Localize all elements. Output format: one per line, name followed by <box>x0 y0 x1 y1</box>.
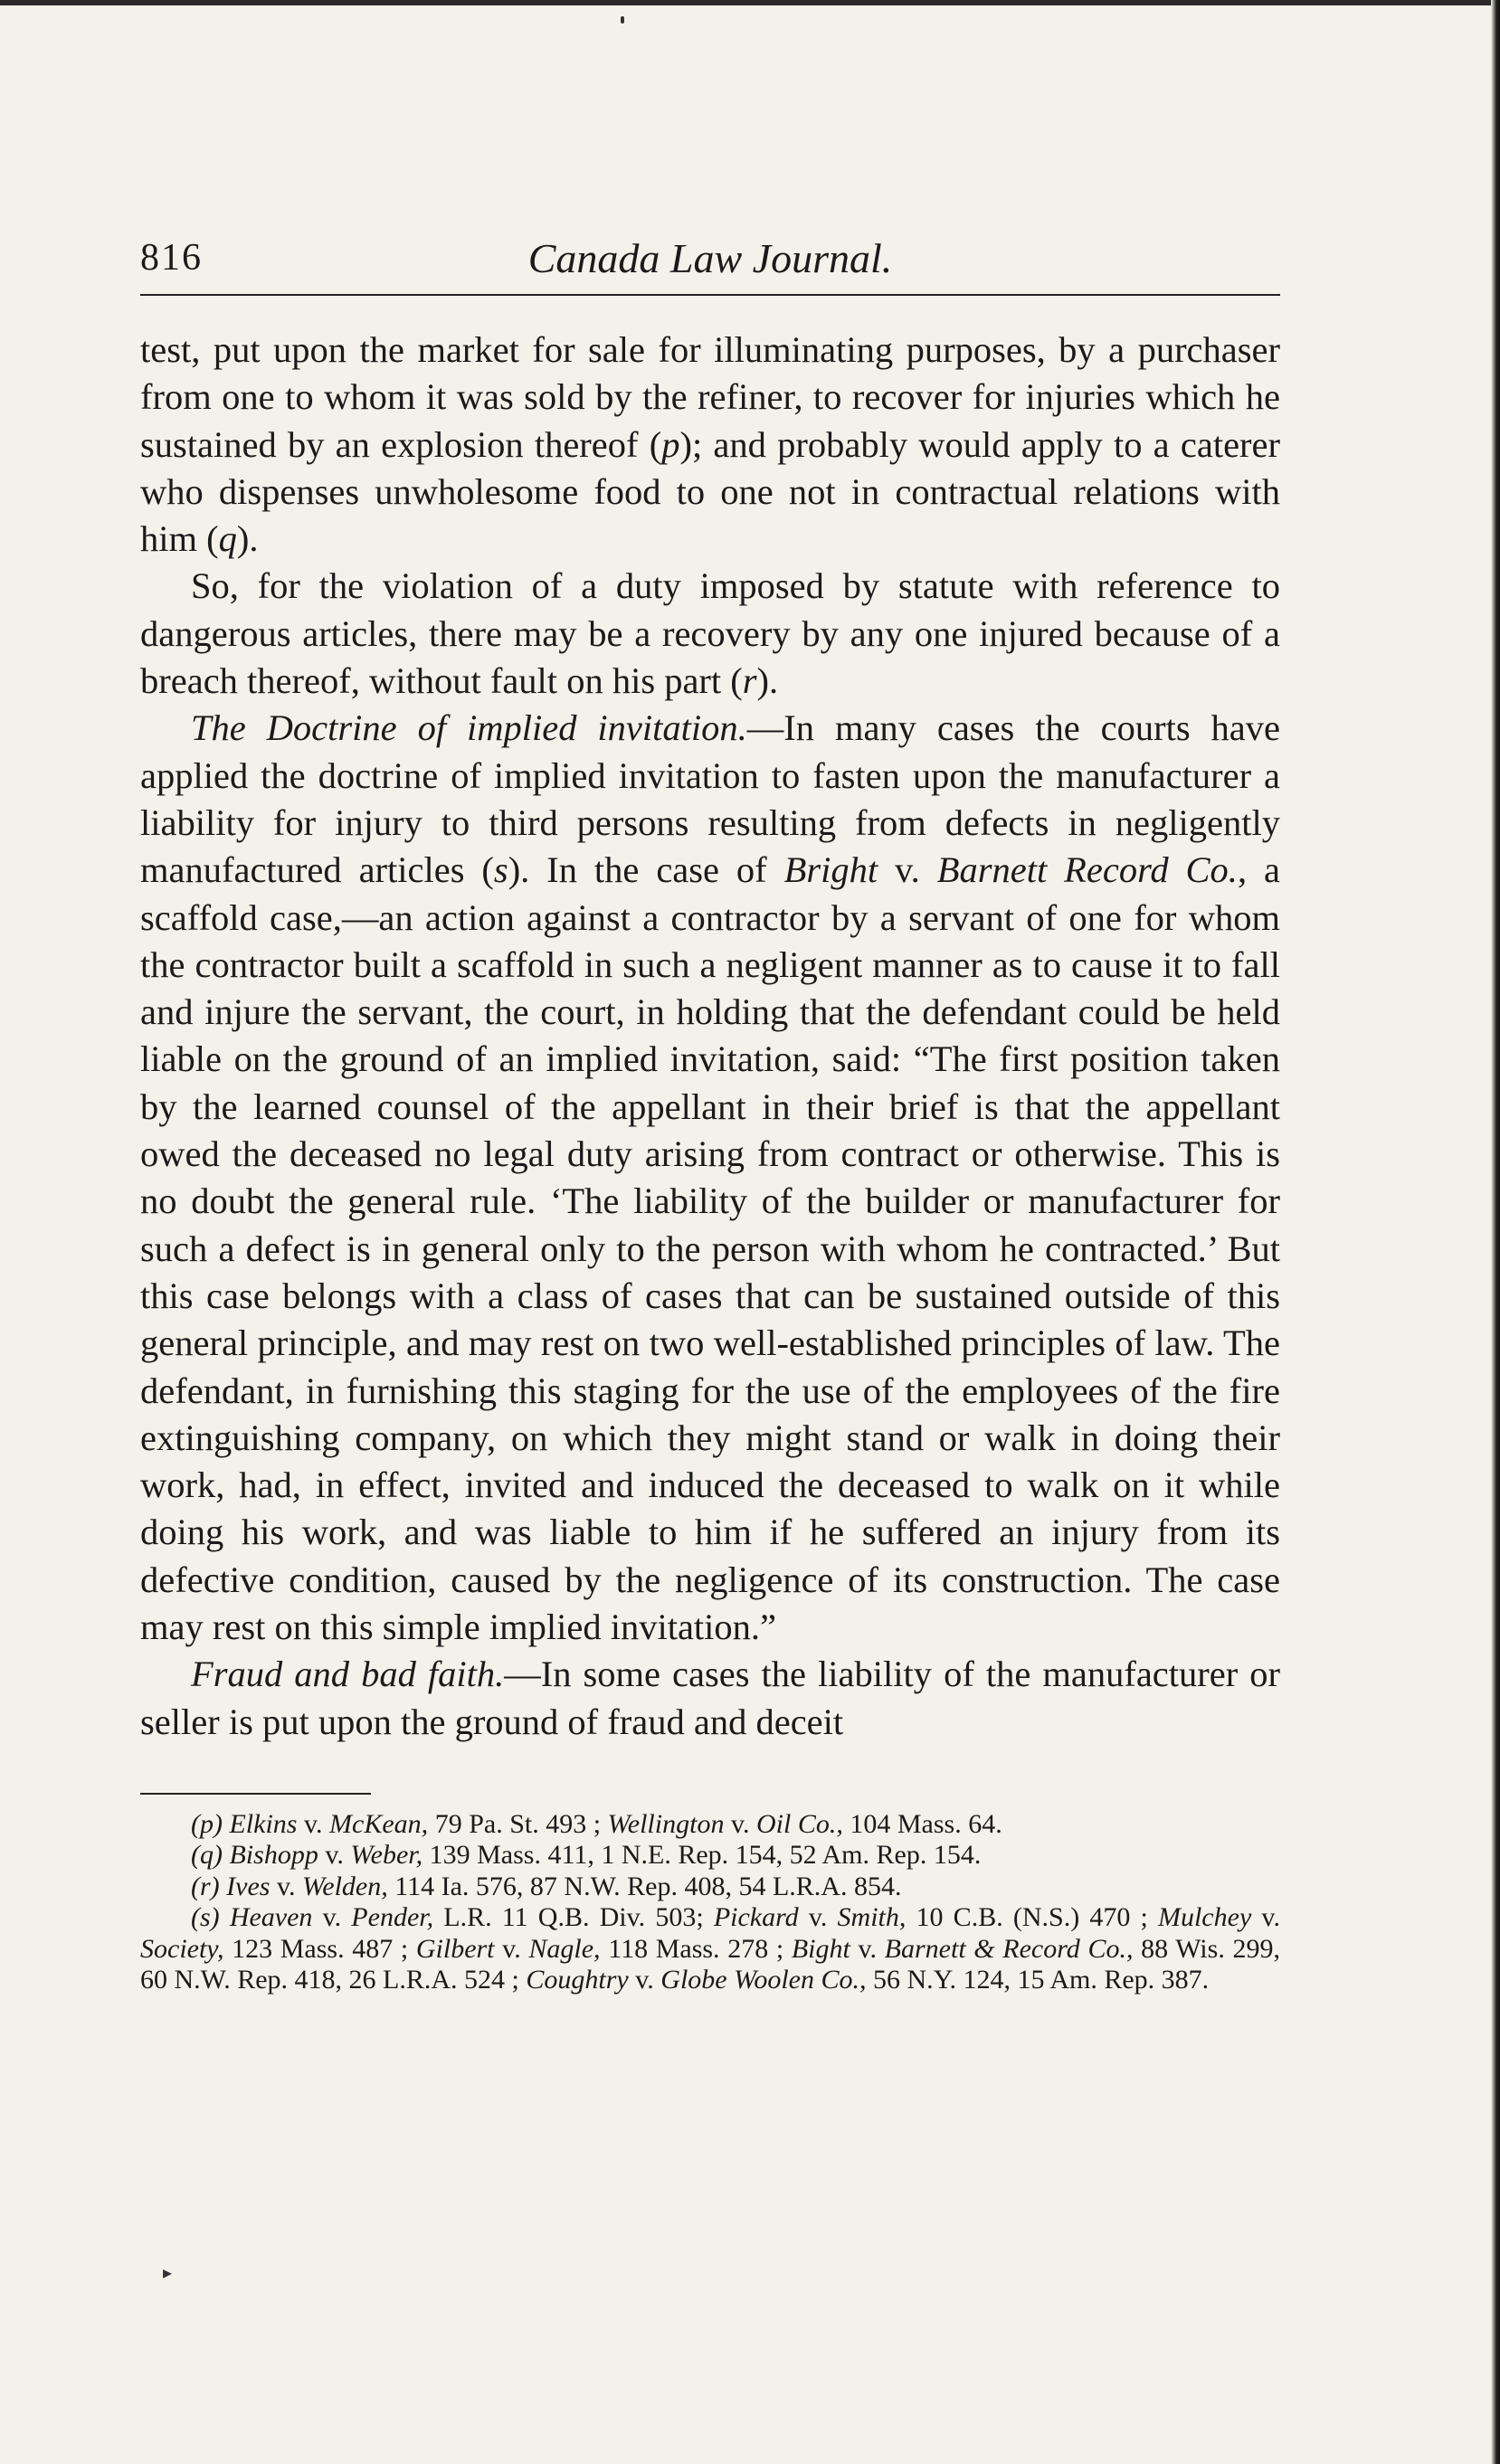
text-run: v. <box>494 1933 529 1964</box>
case-name: Oil Co., <box>756 1808 843 1839</box>
footnote-mark: (p) <box>191 1808 223 1839</box>
journal-title: Canada Law Journal. <box>527 235 893 281</box>
paragraph-4 <box>140 1651 1280 1746</box>
footnotes <box>140 1809 1280 1996</box>
text-run: v. <box>1251 1902 1280 1933</box>
section-heading: Fraud and bad faith. <box>191 1654 505 1695</box>
case-name: Elkins <box>229 1808 298 1839</box>
footnote-p <box>140 1809 1280 1841</box>
footnote-ref-r: r <box>742 660 757 702</box>
text-run: ). <box>756 660 779 702</box>
text-run: v. <box>318 1840 351 1871</box>
case-name: Nagle, <box>528 1933 601 1964</box>
text-run: v. <box>628 1965 661 1995</box>
case-name: Mulchey <box>1157 1902 1252 1933</box>
running-header <box>140 231 1280 296</box>
page-right-edge <box>1491 0 1500 2464</box>
case-name: Ives <box>226 1871 271 1901</box>
case-name: Coughtry <box>526 1965 629 1995</box>
scan-speck <box>621 16 624 24</box>
page <box>140 231 1280 1996</box>
footnote-q <box>140 1840 1280 1872</box>
citation: L.R. 11 Q.B. Div. 503; <box>433 1902 714 1933</box>
text-run: ); and probably would apply to a caterer who dispenses unwholesome food to one not in contractual relations with him ( <box>140 423 1280 560</box>
case-name: Gilbert <box>415 1933 495 1964</box>
case-name: Welden, <box>302 1871 388 1901</box>
text-run: v. <box>878 849 937 891</box>
footnote-mark: (r) <box>191 1871 220 1901</box>
case-name: Society, <box>140 1933 224 1964</box>
text-run: v. <box>850 1933 885 1964</box>
text-run: v. <box>724 1808 757 1839</box>
text-run: —In many cases the courts have applied the doctrine of implied invitation to fasten upon the manufacturer a liability for injury to third persons resulting from defects in negligently manufactured articles ( <box>140 707 1280 891</box>
footnote-s <box>140 1902 1280 1996</box>
case-name: McKean, <box>329 1808 429 1839</box>
text-run: test, put upon the market for sale for illuminating purposes, by a purchaser from one to whom it was sold by the refiner, to recover for injuries which he sustained by an explosion thereof ( <box>140 329 1280 465</box>
citation: 123 Mass. 487 ; <box>223 1933 416 1964</box>
text-run: So, for the violation of a duty imposed by statute with reference to dangerous articles, there may be a recovery by any one injured because of a breach thereof, without fault on his part ( <box>140 565 1280 702</box>
scan-mark: ▸ <box>163 2263 173 2283</box>
citation: 139 Mass. 411, 1 N.E. Rep. 154, 52 Am. Rep. 154. <box>422 1840 982 1871</box>
footnote-ref-q: q <box>218 518 237 560</box>
citation: 79 Pa. St. 493 ; <box>428 1808 608 1839</box>
case-name: Pickard <box>713 1902 799 1933</box>
footnote-rule <box>140 1793 371 1795</box>
citation: 114 Ia. 576, 87 N.W. Rep. 408, 54 L.R.A. 854. <box>387 1871 902 1901</box>
case-name: Bright <box>783 849 878 891</box>
case-name: Wellington <box>607 1808 725 1839</box>
case-name: Globe Woolen Co., <box>660 1965 867 1995</box>
case-name: Pender, <box>351 1902 434 1933</box>
text-run: v. <box>798 1902 838 1933</box>
citation: 10 C.B. (N.S.) 470 ; <box>906 1902 1158 1933</box>
paragraph-2 <box>140 563 1280 705</box>
text-run: —In some cases the liability of the manufacturer or seller is put upon the ground of fraud and deceit <box>140 1654 1280 1742</box>
paragraph-3 <box>140 705 1280 1651</box>
body-text <box>140 327 1280 1746</box>
page-number: 816 <box>140 237 203 279</box>
footnote-ref-s: s <box>493 849 508 891</box>
citation: 56 N.Y. 124, 15 Am. Rep. 387. <box>866 1965 1210 1995</box>
citation: 104 Mass. 64. <box>842 1808 1002 1839</box>
footnote-mark: (q) <box>191 1840 223 1871</box>
footnote-ref-p: p <box>661 423 680 465</box>
citation: 88 Wis. 299, 60 N.W. Rep. 418, 26 L.R.A. 524 ; <box>140 1933 1280 1995</box>
text-run: ). <box>236 518 259 560</box>
section-heading: The Doctrine of implied invitation. <box>191 707 747 749</box>
case-name: Heaven <box>229 1902 313 1933</box>
case-name: Barnett & Record Co., <box>884 1933 1134 1964</box>
citation: 118 Mass. 278 ; <box>600 1933 792 1964</box>
footnote-mark: (s) <box>191 1902 220 1933</box>
case-name: Bishopp <box>229 1840 318 1871</box>
text-run: v. <box>297 1808 330 1839</box>
paragraph-1 <box>140 327 1280 563</box>
case-name: Barnett Record Co. <box>936 849 1238 891</box>
case-name: Smith, <box>837 1902 907 1933</box>
case-name: Bight <box>791 1933 850 1964</box>
text-run: ). In the case of <box>508 849 784 891</box>
text-run: v. <box>270 1871 303 1901</box>
text-run: v. <box>312 1902 352 1933</box>
page-top-edge <box>0 0 1500 5</box>
case-name: Weber, <box>350 1840 423 1871</box>
footnote-r <box>140 1872 1280 1903</box>
text-run: , a scaffold case,—an action against a contractor by a servant of one for whom the contractor built a scaffold in such a negligent manner as to cause it to fall and injure the servant, the court, in holding that the defendant could be held liable on the ground of an implied invitation, said: “The first position taken by the learned counsel of the appellant in their brief is that the appellant owed the deceased no legal duty arising from contract or otherwise. This is no doubt the general rule. ‘The liability of the builder or manufacturer for such a defect is in general only to the person with whom he contracted.’ But this case belongs with a class of cases that can be sustained outside of this general principle, and may rest on two well-established principles of law. The defendant, in furnishing this staging for the use of the employees of the fire extinguishing company, on which they might stand or walk in doing their work, had, in effect, invited and induced the deceased to walk on it while doing his work, and was liable to him if he suffered an injury from its defective condition, caused by the negligence of its construction. The case may rest on this simple implied invitation.” <box>140 849 1280 1648</box>
